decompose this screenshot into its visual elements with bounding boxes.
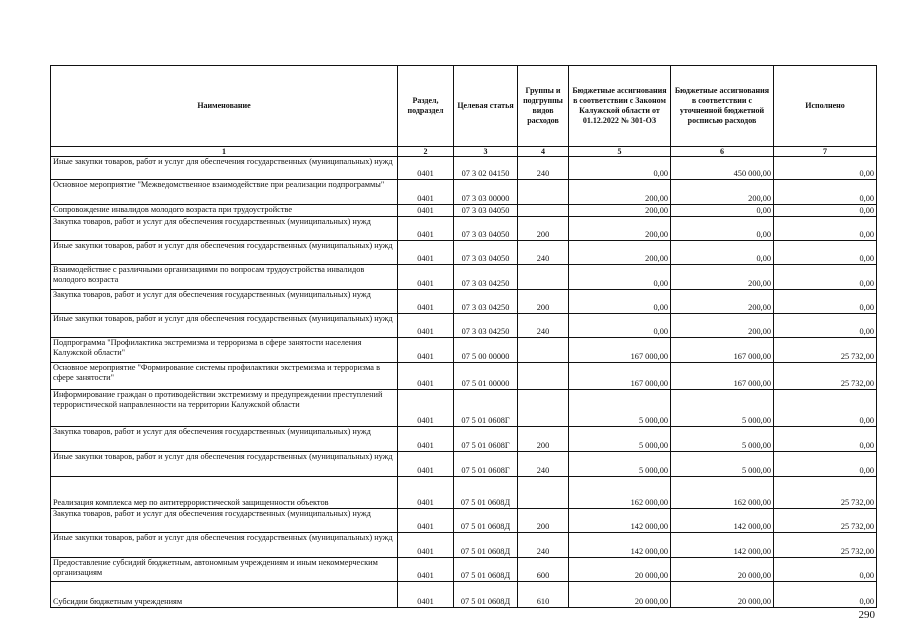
row-executed: 25 732,00 [774, 338, 877, 363]
row-section: 0401 [398, 180, 454, 205]
header-executed: Исполнено [774, 66, 877, 147]
row-group: 200 [518, 427, 569, 452]
table-row [51, 582, 877, 608]
row-section: 0401 [398, 427, 454, 452]
header-name: Наименование [51, 66, 398, 147]
row-executed: 0,00 [774, 180, 877, 205]
row-name: Сопровождение инвалидов молодого возраста при трудоустройстве [51, 205, 398, 217]
row-section: 0401 [398, 205, 454, 217]
row-refined: 162 000,00 [671, 477, 774, 509]
row-refined: 0,00 [671, 217, 774, 241]
row-target: 07 5 01 0608Д [454, 582, 518, 608]
row-refined: 450 000,00 [671, 157, 774, 180]
row-law: 200,00 [569, 241, 671, 265]
row-section: 0401 [398, 558, 454, 582]
column-number: 3 [454, 147, 518, 157]
row-group: 200 [518, 509, 569, 533]
row-law: 0,00 [569, 290, 671, 314]
row-name: Информирование граждан о противодействии экстремизму и предупреждении преступлений террористической направленности на территории Калужской области [51, 390, 398, 427]
row-name: Основное мероприятие "Межведомственное взаимодействие при реализации подпрограммы" [51, 180, 398, 205]
row-name: Иные закупки товаров, работ и услуг для обеспечения государственных (муниципальных) нужд [51, 241, 398, 265]
row-target: 07 5 01 0608Г [454, 452, 518, 477]
row-group: 240 [518, 241, 569, 265]
budget-table [50, 65, 877, 608]
row-executed: 25 732,00 [774, 477, 877, 509]
row-group: 240 [518, 452, 569, 477]
table-row [51, 390, 877, 427]
row-name: Взаимодействие с различными организациями по вопросам трудоустройства инвалидов молодого возраста [51, 265, 398, 290]
table-row [51, 217, 877, 241]
row-name: Реализация комплекса мер по антитеррористической защищенности объектов [51, 477, 398, 509]
row-target: 07 3 03 04050 [454, 241, 518, 265]
row-section: 0401 [398, 509, 454, 533]
table-row [51, 180, 877, 205]
row-refined: 5 000,00 [671, 427, 774, 452]
row-law: 167 000,00 [569, 363, 671, 390]
column-number: 1 [51, 147, 398, 157]
row-law: 142 000,00 [569, 509, 671, 533]
header-budget-refined: Бюджетные ассигнования в соответствии с уточненной бюджетной росписью расходов [671, 66, 774, 147]
row-name: Закупка товаров, работ и услуг для обеспечения государственных (муниципальных) нужд [51, 509, 398, 533]
table-row [51, 452, 877, 477]
row-refined: 200,00 [671, 180, 774, 205]
table-row [51, 265, 877, 290]
row-law: 5 000,00 [569, 427, 671, 452]
column-number: 7 [774, 147, 877, 157]
row-executed: 0,00 [774, 558, 877, 582]
row-law: 20 000,00 [569, 558, 671, 582]
table-row [51, 290, 877, 314]
row-target: 07 3 03 04050 [454, 205, 518, 217]
row-refined: 5 000,00 [671, 452, 774, 477]
row-name: Закупка товаров, работ и услуг для обеспечения государственных (муниципальных) нужд [51, 290, 398, 314]
row-section: 0401 [398, 157, 454, 180]
row-executed: 0,00 [774, 205, 877, 217]
row-name: Субсидии бюджетным учреждениям [51, 582, 398, 608]
page-number: 290 [858, 609, 875, 621]
row-refined: 167 000,00 [671, 338, 774, 363]
column-number: 4 [518, 147, 569, 157]
row-group: 240 [518, 533, 569, 558]
row-group: 600 [518, 558, 569, 582]
row-section: 0401 [398, 314, 454, 338]
row-section: 0401 [398, 217, 454, 241]
table-row [51, 363, 877, 390]
row-law: 5 000,00 [569, 452, 671, 477]
row-target: 07 5 01 0608Д [454, 477, 518, 509]
row-group: 200 [518, 217, 569, 241]
row-law: 162 000,00 [569, 477, 671, 509]
row-section: 0401 [398, 533, 454, 558]
row-section: 0401 [398, 363, 454, 390]
table-row [51, 205, 877, 217]
row-name: Закупка товаров, работ и услуг для обеспечения государственных (муниципальных) нужд [51, 217, 398, 241]
row-target: 07 3 03 04250 [454, 314, 518, 338]
row-name: Основное мероприятие "Формирование системы профилактики экстремизма и терроризма в сфере занятости" [51, 363, 398, 390]
row-section: 0401 [398, 390, 454, 427]
row-name: Иные закупки товаров, работ и услуг для обеспечения государственных (муниципальных) нужд [51, 533, 398, 558]
row-name: Иные закупки товаров, работ и услуг для обеспечения государственных (муниципальных) нужд [51, 452, 398, 477]
row-section: 0401 [398, 477, 454, 509]
row-executed: 0,00 [774, 427, 877, 452]
table-row [51, 241, 877, 265]
row-target: 07 5 01 0608Д [454, 509, 518, 533]
header-target: Целевая статья [454, 66, 518, 147]
row-law: 167 000,00 [569, 338, 671, 363]
row-name: Подпрограмма "Профилактика экстремизма и терроризма в сфере занятости населения Калужской области" [51, 338, 398, 363]
table-row [51, 509, 877, 533]
row-executed: 25 732,00 [774, 509, 877, 533]
row-refined: 0,00 [671, 205, 774, 217]
row-refined: 167 000,00 [671, 363, 774, 390]
header-budget-law: Бюджетные ассигнования в соответствии с Законом Калужской области от 01.12.2022 № 301-ОЗ [569, 66, 671, 147]
row-group [518, 363, 569, 390]
table-row [51, 558, 877, 582]
row-executed: 0,00 [774, 452, 877, 477]
row-law: 200,00 [569, 180, 671, 205]
row-law: 0,00 [569, 265, 671, 290]
row-target: 07 5 01 0608Г [454, 427, 518, 452]
row-refined: 200,00 [671, 265, 774, 290]
row-group [518, 477, 569, 509]
row-section: 0401 [398, 241, 454, 265]
row-name: Закупка товаров, работ и услуг для обеспечения государственных (муниципальных) нужд [51, 427, 398, 452]
row-group: 240 [518, 157, 569, 180]
row-target: 07 5 00 00000 [454, 338, 518, 363]
row-executed: 25 732,00 [774, 363, 877, 390]
row-executed: 0,00 [774, 582, 877, 608]
row-group [518, 265, 569, 290]
header-section: Раздел, подраздел [398, 66, 454, 147]
row-executed: 0,00 [774, 217, 877, 241]
row-executed: 0,00 [774, 314, 877, 338]
table-row [51, 477, 877, 509]
row-target: 07 3 03 00000 [454, 180, 518, 205]
row-executed: 25 732,00 [774, 533, 877, 558]
table-row [51, 314, 877, 338]
row-executed: 0,00 [774, 290, 877, 314]
row-refined: 0,00 [671, 241, 774, 265]
row-group: 200 [518, 290, 569, 314]
row-name: Иные закупки товаров, работ и услуг для обеспечения государственных (муниципальных) нужд [51, 314, 398, 338]
row-law: 0,00 [569, 157, 671, 180]
row-target: 07 3 03 04250 [454, 290, 518, 314]
row-group [518, 338, 569, 363]
row-target: 07 3 03 04250 [454, 265, 518, 290]
table-row [51, 427, 877, 452]
row-section: 0401 [398, 265, 454, 290]
row-name: Предоставление субсидий бюджетным, автономным учреждениям и иным некоммерческим организациям [51, 558, 398, 582]
row-target: 07 5 01 0608Д [454, 558, 518, 582]
row-refined: 142 000,00 [671, 509, 774, 533]
row-executed: 0,00 [774, 390, 877, 427]
row-refined: 5 000,00 [671, 390, 774, 427]
row-refined: 20 000,00 [671, 582, 774, 608]
row-group [518, 205, 569, 217]
row-group: 610 [518, 582, 569, 608]
row-target: 07 3 02 04150 [454, 157, 518, 180]
row-law: 142 000,00 [569, 533, 671, 558]
row-law: 5 000,00 [569, 390, 671, 427]
table-row [51, 338, 877, 363]
row-name: Иные закупки товаров, работ и услуг для обеспечения государственных (муниципальных) нужд [51, 157, 398, 180]
header-groups: Группы и подгруппы видов расходов [518, 66, 569, 147]
row-law: 0,00 [569, 314, 671, 338]
row-law: 200,00 [569, 205, 671, 217]
row-group [518, 390, 569, 427]
row-executed: 0,00 [774, 157, 877, 180]
row-section: 0401 [398, 338, 454, 363]
row-section: 0401 [398, 452, 454, 477]
row-refined: 200,00 [671, 290, 774, 314]
row-executed: 0,00 [774, 241, 877, 265]
row-target: 07 5 01 0608Д [454, 533, 518, 558]
row-group [518, 180, 569, 205]
row-refined: 142 000,00 [671, 533, 774, 558]
row-target: 07 5 01 00000 [454, 363, 518, 390]
row-target: 07 3 03 04050 [454, 217, 518, 241]
row-refined: 200,00 [671, 314, 774, 338]
column-number: 6 [671, 147, 774, 157]
table-body [51, 157, 877, 608]
row-refined: 20 000,00 [671, 558, 774, 582]
row-section: 0401 [398, 582, 454, 608]
row-law: 20 000,00 [569, 582, 671, 608]
row-section: 0401 [398, 290, 454, 314]
column-number: 2 [398, 147, 454, 157]
row-law: 200,00 [569, 217, 671, 241]
row-group: 240 [518, 314, 569, 338]
table-row [51, 157, 877, 180]
table-row [51, 533, 877, 558]
row-target: 07 5 01 0608Г [454, 390, 518, 427]
row-executed: 0,00 [774, 265, 877, 290]
column-number: 5 [569, 147, 671, 157]
